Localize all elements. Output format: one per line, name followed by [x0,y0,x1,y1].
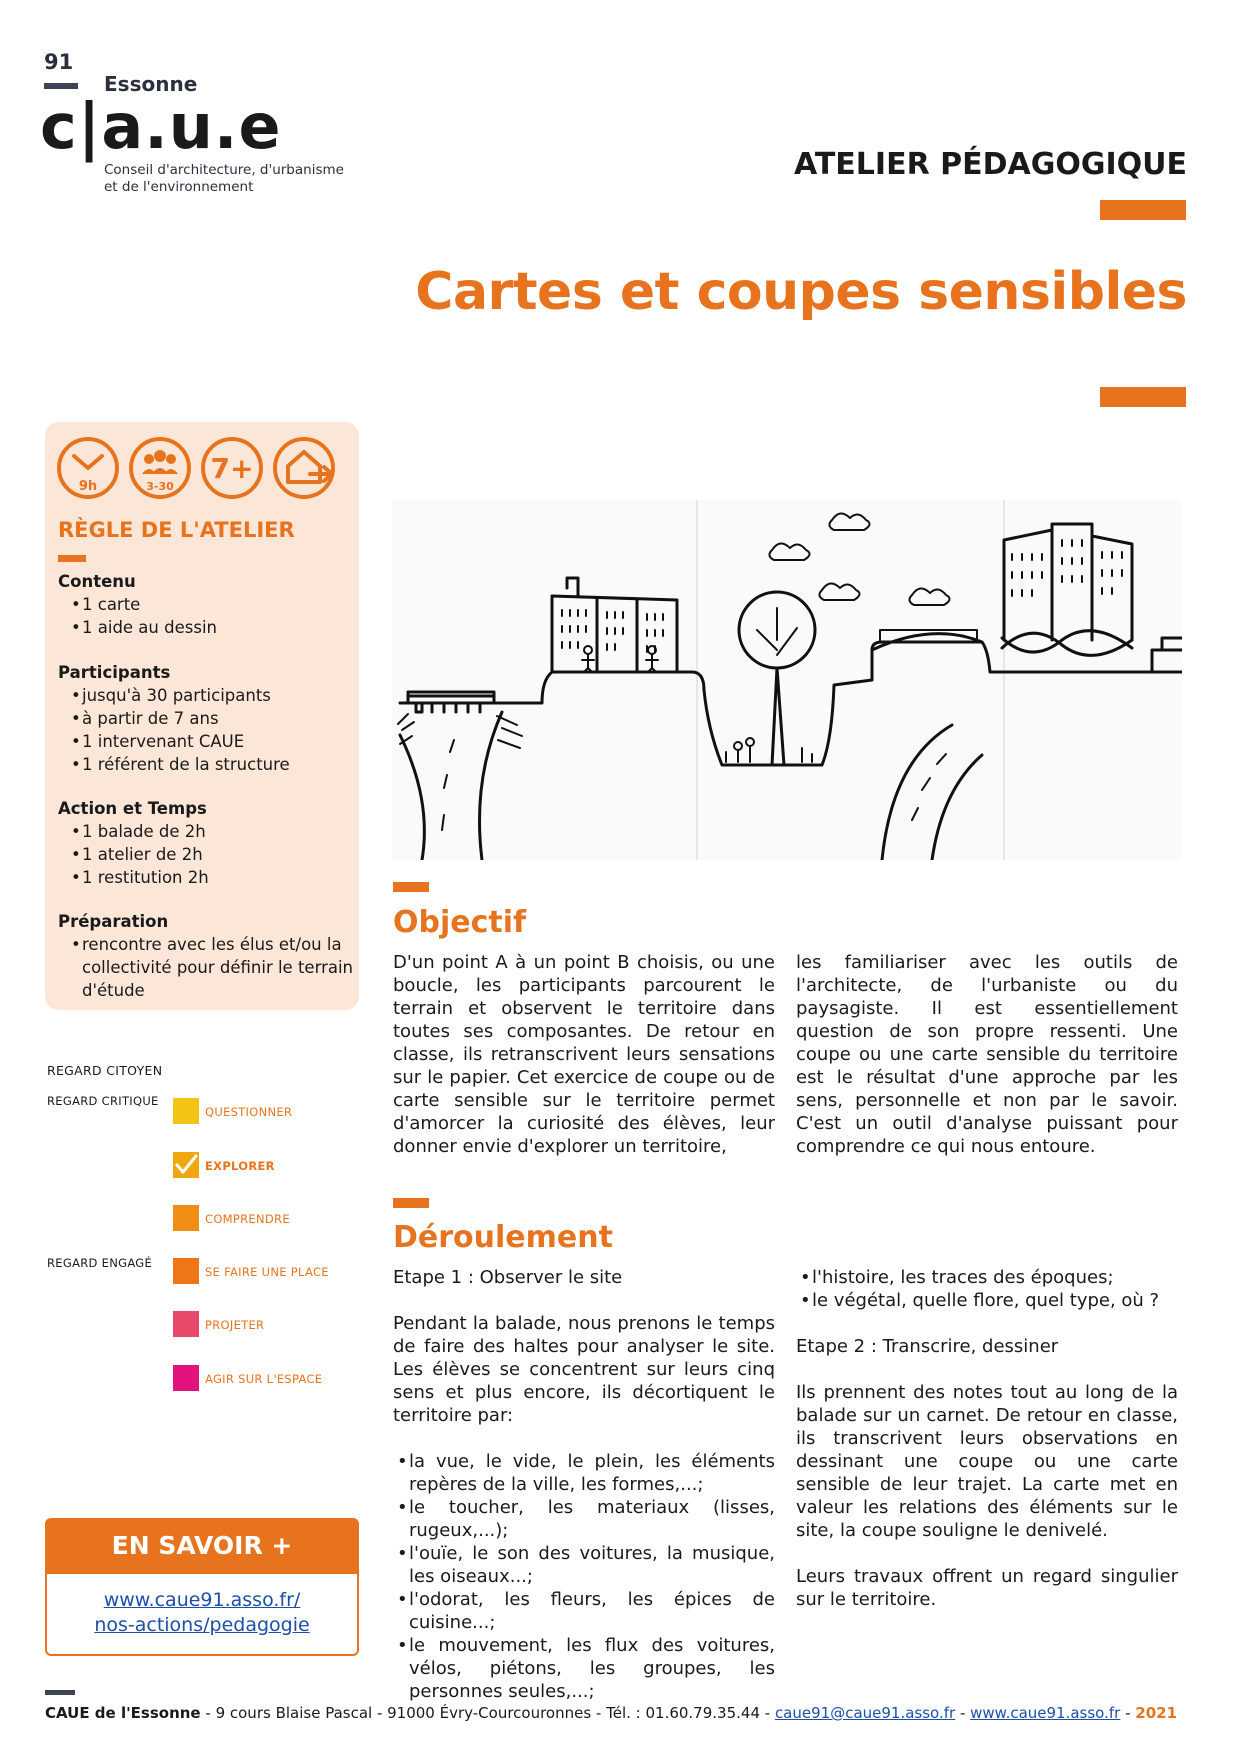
list-item: • le végétal, quelle flore, quel type, où ? [796,1289,1178,1312]
footer [45,1704,1177,1722]
list-item: • 1 atelier de 2h [58,843,354,866]
list-item: • l'odorat, les fleurs, les épices de cuisine...; [393,1588,775,1634]
footer-dash [45,1690,75,1695]
title-accent-bar [1100,387,1186,407]
list-item: • rencontre avec les élus et/ou la collectivité pour définir le terrain d'étude [58,933,354,1002]
objectif-column-2 [796,951,1178,1181]
scale-square-agir [173,1365,199,1391]
age-icon [200,436,264,500]
list-item: • la vue, le vide, le plein, les éléments repères de la ville, les formes,...; [393,1450,775,1496]
objectif-text-2: les familiariser avec les outils de l'architecte, de l'urbaniste ou du paysagiste. Il est essentiellement question de son propre ressenti. Une coupe ou une carte sensible du territoire est le résultat d'une approche par les sens, personnelle et non par le savoir. C'est un outil d'analyse puissant pour comprendre ce qui nous entoure. [796,952,1178,1157]
footer-address: - 9 cours Blaise Pascal - 91000 Évry-Courcouronnes - Tél. : 01.60.79.35.44 - [200,1704,775,1722]
senses-list-continued [796,1266,1178,1312]
list-item: • 1 restitution 2h [58,866,354,889]
section-preparation [58,910,354,1002]
senses-list [393,1450,775,1703]
atelier-label: ATELIER PÉDAGOGIQUE [793,147,1187,182]
group-icon [128,436,192,500]
logo-caue: c|a.u.e [40,90,282,163]
list-item: • 1 balade de 2h [58,820,354,843]
objectif-column-1 [393,951,775,1181]
regle-title: RÈGLE DE L'ATELIER [58,518,295,542]
deroulement-column-1 [393,1266,775,1703]
objectif-accent-bar [393,882,429,892]
deroulement-accent-bar [393,1198,429,1208]
scale-label-questionner: QUESTIONNER [205,1105,293,1119]
deroulement-para-2: Ils prennent des notes tout au long de la balade sur un carnet. De retour en classe, ils transcrivent leurs observations en dessinant une coupe ou une carte sensible de leur trajet. La carte met en valeur les relations des éléments sur le site, la coupe souligne le denivelé. [796,1382,1178,1541]
footer-separator: - [955,1704,971,1722]
logo-number: 91 [44,50,74,74]
section-participants [58,661,354,776]
objectif-title: Objectif [393,905,527,940]
deroulement-title: Déroulement [393,1220,613,1255]
scale-label-place: SE FAIRE UNE PLACE [205,1265,329,1279]
section-heading: Action et Temps [58,799,207,818]
logo-essonne: Essonne [104,72,198,96]
en-savoir-box [45,1574,359,1656]
regard-engage-label: REGARD ENGAGÉ [47,1256,153,1270]
list-item: • 1 référent de la structure [58,753,354,776]
scale-square-projeter [173,1311,199,1337]
deroulement-para-3: Leurs travaux offrent un regard singulier sur le territoire. [796,1566,1178,1610]
group-value: 3-30 [146,480,174,493]
page-title: Cartes et coupes sensibles [415,262,1187,322]
pedagogie-link-line2[interactable]: nos-actions/pedagogie [94,1614,310,1636]
duration-value: 9h [78,479,98,494]
scale-square-place [173,1258,199,1284]
picto-row [56,436,356,500]
age-value: 7+ [210,452,254,485]
footer-site-link[interactable]: www.caue91.asso.fr [970,1704,1121,1722]
section-action-temps [58,797,354,889]
scale-square-explorer [173,1152,199,1178]
logo-dash [44,83,78,89]
list-item: • l'histoire, les traces des époques; [796,1266,1178,1289]
pedagogie-link-line1[interactable]: www.caue91.asso.fr/ [103,1589,301,1611]
section-heading: Préparation [58,912,169,931]
list-item: • à partir de 7 ans [58,707,354,730]
list-item: • jusqu'à 30 participants [58,684,354,707]
outdoor-icon [272,436,336,500]
section-contenu [58,570,354,639]
scale-square-questionner [173,1098,199,1124]
section-heading: Participants [58,663,171,682]
regle-accent-bar [58,555,86,562]
scale-label-agir: AGIR SUR L'ESPACE [205,1372,323,1386]
logo-subtitle-line1: Conseil d'architecture, d'urbanisme [104,162,344,178]
checkmark-icon [173,1152,199,1178]
scale-label-projeter: PROJETER [205,1318,265,1332]
footer-year: 2021 [1135,1704,1178,1722]
list-item: • 1 intervenant CAUE [58,730,354,753]
objectif-text-1: D'un point A à un point B choisis, ou une boucle, les participants parcourent le terrain et observent le territoire dans toutes ses composantes. De retour en classe, ils retranscrivent leurs sensations sur le papier. Cet exercice de coupe ou de carte sensible sur le territoire permet d'amorcer la curiosité des élèves, leur donner envie d'explorer un territoire, [393,952,775,1157]
logo-subtitle [104,162,364,196]
deroulement-column-2 [796,1266,1178,1634]
regard-citoyen-label: REGARD CITOYEN [47,1063,163,1078]
etape2-label: Etape 2 : Transcrire, dessiner [796,1336,1059,1357]
list-item: • l'ouïe, le son des voitures, la musique, les oiseaux...; [393,1542,775,1588]
footer-separator: - [1120,1704,1136,1722]
list-item: • le mouvement, les flux des voitures, vélos, piétons, les groupes, les personnes seules,...; [393,1634,775,1703]
section-heading: Contenu [58,572,136,591]
coupe-illustration [392,500,1182,860]
list-item: • 1 aide au dessin [58,616,354,639]
header-accent-bar [1100,200,1186,220]
logo-subtitle-line2: et de l'environnement [104,179,254,195]
clock-icon [56,436,120,500]
footer-email-link[interactable]: caue91@caue91.asso.fr [774,1704,956,1722]
scale-square-comprendre [173,1205,199,1231]
en-savoir-header: EN SAVOIR + [45,1518,359,1574]
deroulement-para-1: Pendant la balade, nous prenons le temps de faire des haltes pour analyser le site. Les élèves se concentrent sur leurs cinq sens et plus encore, ils décortiquent le territoire par: [393,1313,775,1426]
footer-org: CAUE de l'Essonne [45,1704,201,1722]
etape1-label: Etape 1 : Observer le site [393,1267,623,1288]
regard-critique-label: REGARD CRITIQUE [47,1094,159,1108]
scale-label-explorer: EXPLORER [205,1159,275,1173]
list-item: • 1 carte [58,593,354,616]
list-item: • le toucher, les materiaux (lisses, rugeux,...); [393,1496,775,1542]
scale-label-comprendre: COMPRENDRE [205,1212,290,1226]
